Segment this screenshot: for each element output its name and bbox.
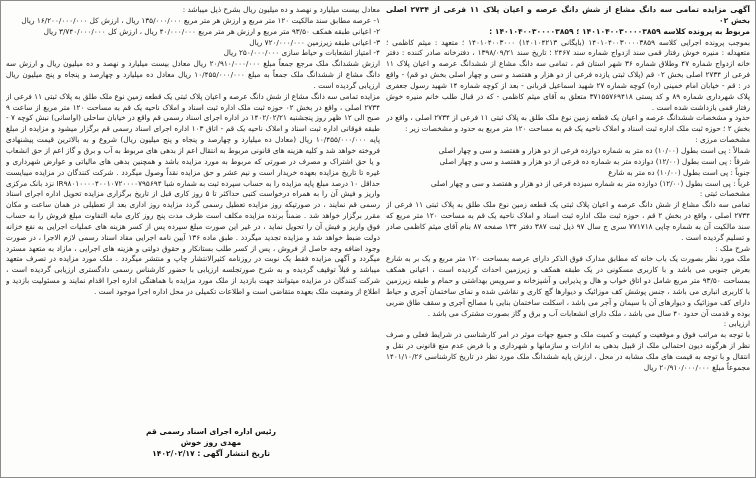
valuation-item: ۳- اعیانی طبقه زیرزمین ۷۲۰/۰۰۰/۰۰۰ ریال [249,37,380,47]
notice-paragraph: تمامی سه دانگ مشاع از شش دانگ عرصه و اعیان پلاک ثبتی یک قطعه زمین نوع ملک طلق به پلاک ثبتی ۱۱ فرعی از ۲۷۳۴ اصلی ، واقع در بخش ۲ قم ، حوزه ثبت ملک اداره ثبت اسناد و املاک ناحیه یک قم به مساحت ۱۲۰ متر مربع که سند مالکیت آن به شماره چاپی ۷۷۱۷۱۸ سری ج سال ۹۷ ذیل ثبت ۳۸۷ دفتر ۱۳۴ صفحه ۸۷ بنام آقای میثم کاظمی صادر و تسلیم گردیده است . [386,200,750,242]
section-heading: مشخصات ثبتی : [699,189,750,199]
signer-name: مهدی روز خوش [180,438,242,448]
notice-paragraph: ارزش ششدانگ ملک مرجع جمعاً مبلغ ۲۰/۹۱۰/۰۰۰/۰۰۰ ریال معادل بیست میلیارد و نهصد و ده میلیون ریال و ارزش سه دانگ مشاع از ششدانگ ملک جمعاً به مبلغ ۱۰/۴۵۵/۰۰۰/۰۰۰ ریال معادل ده میلیارد و چهارصد و پنجاه و پنج میلیون ریال ارزیابی گردیده است . [6,59,380,90]
section-heading: ارزیابی : [723,319,750,329]
notice-left-column [6,5,380,423]
notice-title: آگهی مزایده تمامی سه دانگ مشاع از شش دانگ عرصه و اعیان پلاک ۱۱ فرعی از ۲۷۳۴ اصلی بخش ۰۲ [386,5,750,25]
notice-paragraph: با توجه به مراتب فوق و موقعیت و کیفیت و کمیت ملک و جمیع جهات موثر در امر کارشناسی در شرایط فعلی و صرف نظر از هرگونه دیون احتمالی ملک از قبیل بدهی به ادارات و سازمانها و شهرداری و با فرض عدم منع قانونی در نقل و انتقال و با توجه به قیمت های ملک مشابه در محل ، ارزش پایه ششدانگ ملک مورد نظر در تاریخ کارشناسی ۱۴۰۱/۱۰/۲۶ مجموعاً مبلغ ۲۰/۹۱۰/۰۰۰/۰۰۰ ریال [386,330,750,372]
boundary-line: غرباً : پی است بطول (۱۲/۰۰) دوازده متر به شماره سیزده فرعی از دو هزار و هفتصد و سی و چهار اصلی [430,178,750,188]
section-heading: شرح ملک : [715,243,750,253]
valuation-item: ۱- عرصه مطابق سند مالکیت ۱۲۰ متر مربع و ارزش هر متر مربع ۱۳۵/۰۰۰/۰۰۰ ریال ، ارزش کل ۱۶/۲۰۰/۰۰۰/۰۰۰ ریال [21,15,380,25]
auction-terms-paragraph: مزایده تمامی سه دانگ مشاع از شش دانگ عرصه و اعیان پلاک ثبتی یک قطعه زمین نوع ملک طلق به پلاک ثبتی ۱۱ فرعی از ۲۷۳۴ اصلی ، واقع در بخش ۰۲ حوزه ثبت ملک اداره ثبت اسناد و املاک ناحیه یک قم به مساحت ۱۲۰ متر مربع از ساعت ۹ صبح الی ۱۲ ظهر روز پنجشنبه ۱۴۰۲/۰۲/۲۱ در اداره اجرای اسناد رسمی قم واقع در خیابان ساحلی (اواسانی) نبش کوچه ۷ - طبقه فوقانی اداره ثبت اسناد و املاک ناحیه یک قم - اتاق ۱۰۳ اداره اجرای اسناد رسمی قم برگزار میشود و مزایده از مبلغ پایه ۱۰/۴۵۵/۰۰۰/۰۰۰ ریال (معادل ده میلیارد و چهارصد و پنجاه و پنج میلیون ریال) شروع و به بالاترین قیمت پیشنهادی فروخته خواهد شد و کلیه هزینه های قانونی مربوط به انتقال اعم از بدهی های مربوط به آب و برق و گاز اعم از حق انشعاب و یا حق اشتراک و مصرف در صورتی که مربوط به مورد مزایده باشد و همچنین بدهی های مالیاتی و عوارض شهرداری و غیره تا تاریخ مزایده بعهده خریدار است و نیم عشر و حق مزایده نقداً وصول میگردد . شرکت کنندگان در مزایده میبایست حداقل ۱۰ درصد مبلغ پایه مزایده را به حساب سپرده ثبت به شماره شبا IR۹۸۰۱۰۰۰۰۴۰۰۱۰۷۲۰۰۰۰۷۹۵۶۹۴ نزد بانک مرکزی واریز و فیش آن را به همراه درخواست کتبی حداکثر تا ۵ روز کاری قبل از تاریخ برگزاری مزایده تحویل اداره اجرای اسناد رسمی قم نمایند ، در صورتیکه روز مزایده تعطیل رسمی گردد مزایده روز اداری بعد از تعطیلی در همان ساعت و مکان مقرر برگزار خواهد شد . ضمناً برنده مزایده مکلف است ظرف مدت پنج روز کاری مابه التفاوت مبلغ فروش را به حساب فوق واریز و فیش آن را تحویل نماید ، در غیر این صورت مبلغ سپرده پس از کسر هزینه های عملیات اجرایی به نفع خزانه دولت ضبط خواهد شد و مزایده تجدید میگردد . طبق ماده ۱۳۶ آیین نامه اجرایی مفاد اسناد رسمی لازم الاجرا ، در صورت وجود اضافه وجه حاصل از فروش ، پس از کسر طلب بستانکار و حقوق دولتی و هزینه های اجرایی ، مازاد به متعهد مسترد میگردد و آگهی مزایده فقط یک نوبت در روزنامه کثیرالانتشار چاپ و منتشر میگردد . ملک مورد مزایده در تصرف متعهد میباشد و قبلاً توقیف گردیده و به شرح صورتجلسه ارزیابی با حضور کارشناس رسمی دادگستری ارزیابی گردیده است ، شرکت کنندگان در مزایده میتوانند جهت بازدید از ملک مورد مزایده با هماهنگی اداره اجرا اقدام نمایند و مسئولیت بازدید و اطلاع از وضعیت ملک بعهده متقاضی است و اطلاعات تکمیلی در محل اداره اجرا موجود است . [6,91,380,296]
signature-block [111,426,311,460]
section-heading: مشخصات مرزی : [695,135,750,145]
valuation-item: ۴- امتیاز انشعابات و حیاط سازی ۲۵۰/۰۰۰/۰۰۰ ریال [223,48,380,58]
boundary-line: شرقاً : پی است بطول (۱۲/۰۰) دوازده متر به شماره ده فرعی از دو هزار و هفتصد و سی و چهار اصلی [439,156,750,166]
notice-paragraph: بموجب پرونده اجرایی کلاسه ۱۴۰۱۰۴۰۰۳۰۰۰۰۳۸۵۹ (بایگانی ۱۴۰۱۰۴۲۱۳) ۱۴۰۱۰۴۰۰۳۰۰۰ ؛ متعهد : میثم کاظمی ؛ متعهدله : منیره خوش رفتار قمی سند ازدواج شماره سند ۲۴۶۷ ؛ تاریخ سند ۱۳۹۸/۰۹/۲۱ ، دفترخانه صادر کننده : دفتر خانه ازدواج شماره ۴۷ وطلاق شماره ۳۶ شهر استان قم ، تمامی سه دانگ مشاع از ششدانگ عرصه و اعیان پلاک ۱۱ فرعی از ۲۷۳۴ اصلی بخش ۰۲ قم (پلاک ثبتی یازده فرعی از دو هزار و هفتصد و سی و چهار اصلی بخش دو قم) - واقع در : قم - خیابان امام خمینی (ره) کوچه شماره ۲۷ شهید اسماعیل قربانی - بعد از کوچه شماره ۱۴ شهید رسول جعفری پلاک شهرداری شماره ۸۹ و کد پستی ۳۷۱۵۵۷۶۹۴۱۸ متعلق به آقای میثم کاظمی - که در قبال طلب خانم منیره خوش رفتار قمی بازداشت شده است . [386,37,750,112]
notice-paragraph: حدود و مشخصات ششدانگ عرصه و اعیان یک قطعه زمین نوع ملک طلق به پلاک ثبتی ۱۱ فرعی از ۲۷۳۴ اصلی ، واقع در بخش ۲ ؛ حوزه ثبت ملک اداره ثبت اسناد و املاک ناحیه یک قم به مساحت ۱۲۰ متر مربع به حدود و مشخصات زیر : [386,113,750,134]
notice-right-column [386,5,750,473]
case-reference: مربوط به پرونده کلاسه ۱۴۰۱۰۴۰۰۳۰۰۰۰۳۸۵۹ ؛ ۱۴۰۱۰۴۰۰۳۰۰۰۰۳۸۵۹ : [489,26,750,36]
signer-office: رئیس اداره اجرای اسناد رسمی قم [145,427,277,436]
notice-paragraph: معادل بیست میلیارد و نهصد و ده میلیون ریال بشرح ذیل میباشد : [182,5,380,14]
boundary-line: شمالاً : پی است بطول (۱۰/۰۰) ده متر به شماره دوازده فرعی از دو هزار و هفتصد و سی و چهار اصلی [438,145,750,155]
valuation-item: ۲- اعیانی طبقه همکف ۹۳/۵۰ متر مربع و ارزش هر متر مربع ۴۰/۰۰۰/۰۰۰ ریال ، ارزش کل ۳/۷۴۰/۰۰۰/۰۰۰ ریال [43,26,380,36]
boundary-line: جنوباً : پی است بطول (۱۰/۰۰) ده متر به شارع [608,167,750,177]
publish-date: تاریخ انتشار آگهی : ۱۴۰۲/۰۲/۱۷ [152,449,270,459]
notice-paragraph: ملک مورد نظر بصورت یک باب خانه که مطابق مدارک فوق الذکر دارای عرصه بمساحت ۱۲۰ متر مربع و یک بر به شارع بعرض جنوبی می باشد و با کاربری مسکونی در یک طبقه همکف و زیرزمین احداث گردیده است ، اعیانی همکف بمساحت ۹۳/۵۰ متر مربع شامل دو اتاق خواب و هال و پذیرایی و آشپزخانه و سرویس بهداشتی و حمام و طبقه زیرزمین با کاربری انباری می باشد ، جنس پوشش کف موزائیک و دیوارها گچ کاری و نقاشی شده و نمای ساختمان آجری و حیاط دارای کف موزائیک و دیوارهای آن با سیمان و آجر می باشد ، اسکلت ساختمان بنایی با مصالح آجری و سقف طاق ضربی بوده و قدمت آن حدود ۴۰ سال می باشد ، ملک دارای انشعابات آب و برق و گاز بصورت مشترک می باشد . [386,254,750,318]
